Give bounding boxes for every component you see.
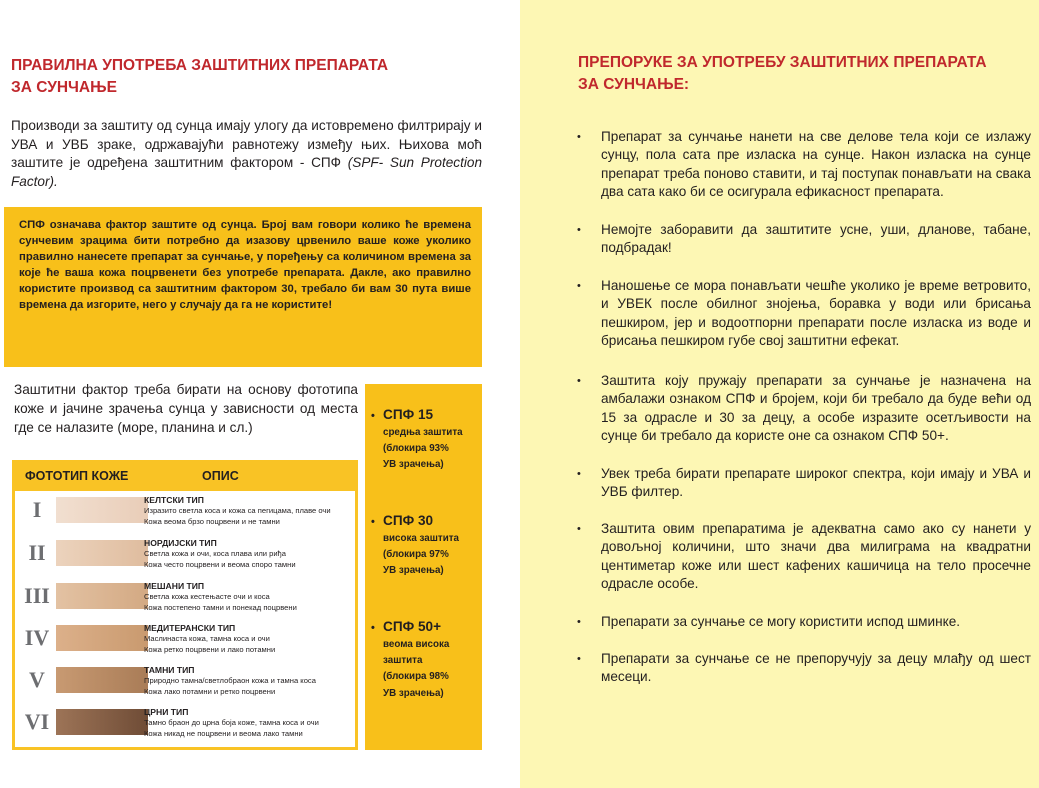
phototype-reaction: Кожа никад не поцрвени и веома лако тамни [144, 728, 303, 738]
phototype-title: НОРДИЈСКИ ТИП [144, 538, 217, 548]
bullet-icon: • [577, 523, 581, 535]
spf-level-detail: заштита [383, 655, 423, 667]
table-body [15, 491, 355, 747]
bullet-icon: • [577, 224, 581, 236]
bullet-icon: • [577, 468, 581, 480]
table-row [15, 579, 355, 619]
table-row [15, 663, 355, 703]
spf-level-detail: висока заштита [383, 533, 459, 544]
phototype-numeral: IV [24, 625, 50, 650]
intro-paragraph [11, 117, 482, 191]
spf-level-title [371, 618, 479, 637]
table-row [15, 705, 355, 745]
spf-level-detail: УВ зрачења) [383, 565, 444, 577]
phototype-title: МЕШАНИ ТИП [144, 581, 205, 591]
phototype-description: Тамно браон до црна боја коже, тамна коса и очи [144, 718, 319, 727]
skin-swatch-image [56, 497, 148, 523]
skin-phototype-table [12, 460, 358, 750]
table-header [12, 460, 358, 491]
list-item-text: Заштита овим препаратима је адекватна само ако су нанети у довољној количини, што значи два милиграма на квадратни центиметар коже или шест кафених кашичица на тело просечне одрасле особе. [601, 521, 1031, 591]
phototype-description: Изразито светла коса и кожа са пегицама, плаве очи [144, 506, 331, 515]
left-heading [11, 55, 471, 99]
skin-swatch-image [56, 583, 148, 609]
spf-level-item [371, 406, 479, 474]
phototype-reaction: Кожа лако потамни и ретко поцрвени [144, 686, 276, 696]
left-heading-line2: ЗА СУНЧАЊЕ [11, 79, 117, 96]
spf-levels-box [365, 384, 482, 750]
right-heading-line1: ПРЕПОРУКЕ ЗА УПОТРЕБУ ЗАШТИТНИХ ПРЕПАРАТА [578, 54, 987, 71]
factor-selection-text: Заштитни фактор треба бирати на основу фототипа коже и јачине зрачења сунца у зависности од места где се налазите (море, планина и сл.) [14, 382, 358, 435]
spf-level-title [371, 406, 479, 425]
spf-level-name: СПФ 50+ [383, 619, 442, 634]
list-item-text: Препарат за сунчање нанети на све делове тела који се излажу сунцу, пола сата пре изласка на сунце. Након изласка на сунце препарат треба поново ставити, и тај поступак понављати на свака два сата како би се осигурала ефикасност препарата. [601, 129, 1031, 199]
phototype-info [144, 495, 354, 527]
phototype-description: Светла кожа и очи, коса плава или риђа [144, 549, 287, 558]
spf-level-title [371, 512, 479, 531]
bullet-icon: • [371, 516, 375, 528]
phototype-reaction: Кожа веома брзо поцрвени и не тамни [144, 516, 280, 526]
list-item-text: Препарати за сунчање се не препоручују за децу млађу од шест месеци. [601, 651, 1031, 685]
phototype-reaction: Кожа постепено тамни и понекад поцрвени [144, 602, 297, 612]
spf-level-detail: УВ зрачења) [383, 459, 444, 471]
phototype-title: МЕДИТЕРАНСКИ ТИП [144, 623, 236, 633]
bullet-icon: • [371, 410, 375, 422]
spf-level-name: СПФ 30 [383, 513, 434, 528]
phototype-numeral: III [24, 583, 50, 608]
spf-level-detail: веома висока [383, 639, 450, 650]
bullet-icon: • [371, 622, 375, 634]
list-item-text: Немојте заборавити да заштитите усне, уши, дланове, табане, подбрадак! [601, 222, 1031, 256]
phototype-reaction: Кожа ретко поцрвени и лако потамни [144, 644, 276, 654]
spf-definition-text: СПФ означава фактор заштите од сунца. Број вам говори колико ће времена сунчевим зрацима бити потребно да изазову црвенило ваше коже уколико правилно нанесете препарат за сунчање, у поређењу са количином времена за које ће ваша кожа поцрвенети без употребе препарата. Дакле, ако правилно користите производ са заштитним фактором 30, требало би вам 30 пута више времена да изгорите, него у случају да га не користите! [19, 219, 471, 311]
list-item-text: Препарати за сунчање се могу користити испод шминке. [601, 614, 961, 629]
table-row [15, 536, 355, 576]
bullet-icon: • [577, 131, 581, 143]
spf-level-detail: (блокира 93% [383, 443, 449, 455]
bullet-icon: • [577, 375, 581, 387]
skin-swatch-image [56, 625, 148, 651]
bullet-icon: • [577, 653, 581, 665]
phototype-description: Светла кожа кестењасте очи и коса [144, 592, 270, 601]
phototype-numeral: II [28, 540, 46, 565]
spf-level-detail: (блокира 97% [383, 549, 449, 561]
skin-swatch-image [56, 667, 148, 693]
phototype-info [144, 707, 354, 739]
list-item-text: Увек треба бирати препарате широког спектра, који имају и УВА и УВБ филтер. [601, 466, 1031, 500]
table-row [15, 621, 355, 661]
phototype-numeral: V [29, 667, 45, 692]
column-header-description: ОПИС [202, 469, 239, 483]
phototype-title: ТАМНИ ТИП [144, 665, 195, 675]
bullet-icon: • [577, 280, 581, 292]
intro-spf-expansion: (SPF- Sun Protection Factor). [11, 155, 482, 189]
phototype-title: ЦРНИ ТИП [144, 707, 189, 717]
left-heading-line1: ПРАВИЛНА УПОТРЕБА ЗАШТИТНИХ ПРЕПАРАТА [11, 57, 389, 74]
phototype-info [144, 538, 354, 570]
spf-level-detail: (блокира 98% [383, 671, 449, 683]
spf-level-item [371, 618, 479, 702]
phototype-description: Природно тамна/светлобраон кожа и тамна коса [144, 676, 316, 685]
skin-swatch-image [56, 709, 148, 735]
phototype-info [144, 581, 354, 613]
intro-main-text: Производи за заштиту од сунца имају улогу да истовремено филтрирају и УВА и УВБ зраке, одржавајући равнотежу између њих. Њихова моћ заштите је одређена заштитним фактором - СПФ [11, 118, 482, 171]
right-page [520, 0, 1039, 788]
phototype-reaction: Кожа често поцрвени и веома споро тамни [144, 559, 296, 569]
list-item-text: Заштита коју пружају препарати за сунчање је назначена на амбалажи ознаком СПФ и бројем, који би требало да буде већи од 15 за одрасле и 30 за децу, а особе изразите осетљивости на сунце би требало да користе оне са ознаком СПФ 50+. [601, 373, 1031, 443]
list-item-text: Наношење се мора понављати чешће уколико је време ветровито, и УВЕК после обилног знојења, боравка у води или брисања пешкиром, јер и водоотпорни препарати после изласка из воде и брисања пешкиром губе свој заштитни ефекат. [601, 278, 1031, 348]
phototype-info [144, 665, 354, 697]
skin-swatch-image [56, 540, 148, 566]
spf-level-item [371, 512, 479, 580]
spf-definition-box [4, 207, 482, 367]
phototype-numeral: I [32, 497, 42, 522]
right-heading [578, 52, 1018, 96]
spf-level-detail: средња заштита [383, 427, 463, 438]
phototype-description: Маслинаста кожа, тамна коса и очи [144, 634, 270, 643]
phototype-numeral: VI [24, 709, 50, 734]
bullet-icon: • [577, 616, 581, 628]
table-row [15, 493, 355, 533]
spf-level-name: СПФ 15 [383, 407, 434, 422]
phototype-info [144, 623, 354, 655]
right-heading-line2: ЗА СУНЧАЊЕ: [578, 76, 690, 93]
column-header-phototype: ФОТОТИП КОЖЕ [25, 469, 129, 483]
spf-level-detail: УВ зрачења) [383, 687, 444, 699]
phototype-title: КЕЛТСКИ ТИП [144, 495, 204, 505]
